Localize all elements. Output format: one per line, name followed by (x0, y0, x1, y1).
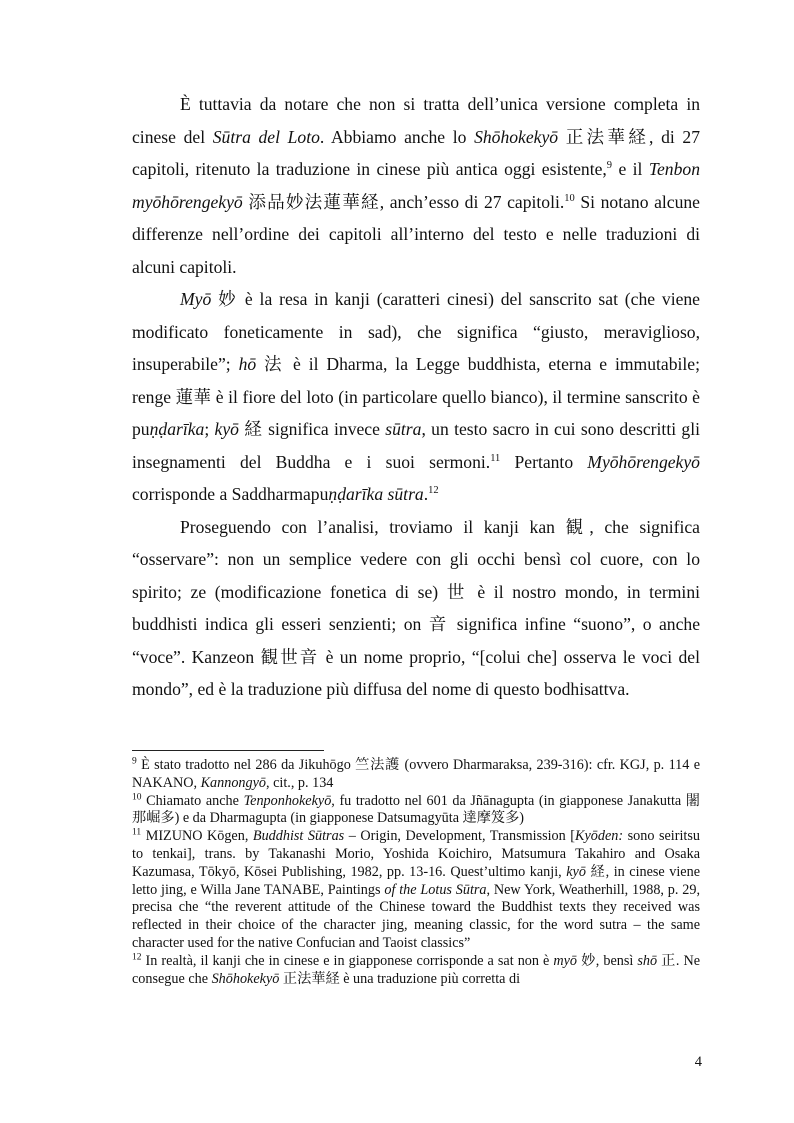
footnote-text: In realtà, il kanji che in cinese e in giapponese corrisponde a sat non è (141, 952, 554, 969)
text-run: È tuttavia da notare che non si tratta dell’unica versione completa in cinese del (132, 94, 700, 147)
footnote-ref[interactable]: 9 (606, 160, 613, 172)
page-number: 4 (694, 1054, 702, 1070)
text-run: 妙 è la resa in kanji (caratteri cinesi) del sanscrito sat (che viene modificato foneticamente in sad), che significa “giusto, meraviglioso, insuperabile”; (132, 289, 700, 374)
text-run-italic: hō (238, 354, 257, 374)
text-run: ; (204, 419, 215, 439)
text-run: e il (612, 159, 649, 179)
footnote-text: MIZUNO Kōgen, (141, 828, 253, 845)
footnotes (132, 757, 700, 988)
text-run: 経 significa invece (238, 419, 386, 439)
footnote-text: – Origin, Development, Transmission [ (344, 828, 576, 845)
text-run: . (423, 484, 429, 504)
footnote-text: 正法華経 è una traduzione più corretta di (279, 970, 521, 987)
text-run: Pertanto (500, 451, 588, 472)
footnote-text-italic: Kyōden: (575, 828, 624, 845)
footnote-text: 正. Ne consegue che (132, 952, 700, 987)
footnote-text-italic: Tenponhokekyō (243, 792, 332, 809)
footnote-ref[interactable]: 11 (490, 452, 501, 464)
footnote-12 (132, 953, 700, 989)
footnote-text-italic: Buddhist Sūtras (252, 828, 345, 845)
text-run: corrisponde a Saddharmapu (132, 484, 329, 504)
footnote-text: sono seiritsu to tenkai], trans. by Takanashi Morio, Yoshida Koichiro, Matsumura Takahiro and Osaka Kazumasa, Tōkyō, Kōsei Publishing, 1982, pp. 13-16. Quest’ultimo kanji, (132, 828, 700, 880)
footnote-text: Chiamato anche (141, 792, 244, 809)
text-run-italic: kyō (214, 419, 239, 439)
footnote-text: , fu tradotto nel 601 da Jñānagupta (in giapponese Janakutta 闍那崛多) e da Dharmagupta (in giapponese Datsumagyūta 達摩笈多) (132, 792, 700, 827)
footnote-number: 12 (132, 952, 142, 963)
text-run: Si notano alcune differenze nell’ordine dei capitoli all’interno del testo e nelle traduzioni di alcuni capitoli. (132, 191, 700, 277)
footnote-text-italic: kyō (566, 863, 586, 880)
text-run: , un testo sacro in cui sono descritti gli insegnamenti del Buddha e i suoi sermoni. (132, 419, 700, 472)
text-run-italic: ṇḍarīka sūtra (328, 484, 424, 504)
text-run-italic: sūtra (385, 419, 422, 439)
footnote-text: , cit., p. 134 (266, 774, 334, 791)
footnote-text-italic: Kannongyō (200, 774, 266, 791)
footnote-text: , New York, Weatherhill, 1988, p. 29, precisa che “the reverent attitude of the Chinese toward the Buddhist texts they received was reflected in their choice of the character jing, meaning classic, for the word sutra – the same character used for the native Confucian and Taoist classics” (132, 881, 701, 951)
footnote-11 (132, 828, 700, 953)
text-run-italic: Shōhokekyō (474, 126, 559, 147)
footnote-number: 10 (132, 791, 142, 802)
text-run-italic: ṇḍarīka (149, 419, 205, 439)
footnote-text-italic: of the Lotus Sūtra (384, 881, 487, 898)
paragraph-2 (132, 283, 700, 511)
text-run-italic: Sūtra del Loto (212, 126, 320, 147)
footnote-10 (132, 793, 700, 829)
paragraph-3 (132, 511, 700, 706)
footnote-number: 11 (132, 827, 142, 838)
footnote-text: 妙, bensì (577, 952, 638, 969)
footnote-text-italic: myō (553, 952, 578, 969)
text-run: Proseguendo con l’analisi, troviamo il kanji kan 観, che significa “osservare”: non un semplice vedere con gli occhi bensì col cuore, con lo spirito; ze (modificazione fonetica di se) 世 è il nostro mondo, in termini buddhisti indica gli esseri senzienti; on 音 significa infine “suono”, o anche “voce”. Kanzeon 観世音 è un nome proprio, “[colui che] osserva le voci del mondo”, ed è la traduzione più diffusa del nome di questo bodhisattva. (132, 516, 700, 699)
text-run: 正法華経, di 27 capitoli, ritenuto la traduzione in cinese più antica oggi esistente, (132, 126, 701, 179)
footnote-9 (132, 757, 700, 793)
text-run-italic: Myō (180, 289, 212, 309)
text-run: . Abbiamo anche lo (319, 126, 475, 147)
footnote-number: 9 (132, 756, 137, 767)
text-run-italic: Tenbon myōhōrengekyō (132, 159, 700, 212)
footnote-ref[interactable]: 12 (428, 485, 439, 497)
footnote-text-italic: shō (637, 952, 658, 969)
footnote-text: È stato tradotto nel 286 da Jikuhōgo 竺法護 (ovvero Dharmaraksa, 239-316): cfr. KGJ, p. 114 e NAKANO, (132, 757, 700, 791)
text-run-italic: Myōhōrengekyō (587, 451, 700, 472)
text-run: 法 è il Dharma, la Legge buddhista, eterna e immutabile; renge 蓮華 è il fiore del loto (in particolare quello bianco), il termine sanscrito è pu (132, 354, 700, 439)
footnote-separator (132, 750, 324, 751)
body-text (132, 88, 700, 706)
footnote-text-italic: Shōhokekyō (211, 970, 280, 987)
text-run: 添品妙法蓮華経, anch’esso di 27 capitoli. (242, 191, 565, 212)
footnote-text: 経, in cinese viene letto jing, e Willa Jane TANABE, Paintings (132, 863, 700, 898)
footnote-ref[interactable]: 10 (564, 192, 575, 204)
paragraph-1 (132, 88, 700, 283)
